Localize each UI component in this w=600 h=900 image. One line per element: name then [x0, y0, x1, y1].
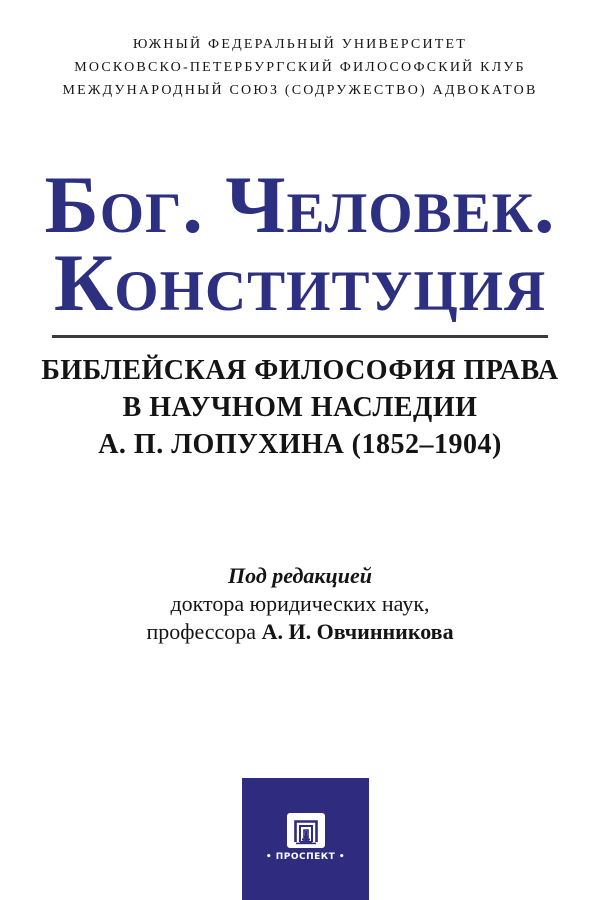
prospekt-gate-icon — [287, 813, 325, 848]
subtitle-line-1: БИБЛЕЙСКАЯ ФИЛОСОФИЯ ПРАВА — [41, 355, 559, 386]
editor-degree-line: доктора юридических наук, — [170, 591, 430, 616]
publisher-logo-block — [242, 778, 369, 900]
book-subtitle — [0, 352, 600, 463]
affiliation-line-1: ЮЖНЫЙ ФЕДЕРАЛЬНЫЙ УНИВЕРСИТЕТ — [132, 37, 468, 52]
editor-title-text: профессора — [146, 619, 262, 644]
divider-rule — [52, 335, 548, 338]
editor-name-line — [0, 618, 600, 646]
affiliation-line-2: МОСКОВСКО-ПЕТЕРБУРГСКИЙ ФИЛОСОФСКИЙ КЛУБ — [74, 60, 526, 75]
subtitle-line-2: В НАУЧНОМ НАСЛЕДИИ — [122, 392, 478, 423]
editors-heading: Под редакцией — [228, 563, 372, 588]
subtitle-line-3: А. П. ЛОПУХИНА (1852–1904) — [98, 429, 502, 460]
publisher-name: • ПРОСПЕКТ • — [265, 852, 346, 862]
affiliation-line-3: МЕЖДУНАРОДНЫЙ СОЮЗ (СОДРУЖЕСТВО) АДВОКАТОВ — [62, 83, 538, 98]
editor-name: А. И. Овчинникова — [261, 619, 454, 644]
title-line-2: Конституция — [53, 237, 547, 328]
affiliations-block — [0, 33, 600, 102]
title-line-1: Бог. Человек. — [44, 159, 556, 250]
editors-block — [0, 562, 600, 646]
book-title — [0, 159, 600, 328]
